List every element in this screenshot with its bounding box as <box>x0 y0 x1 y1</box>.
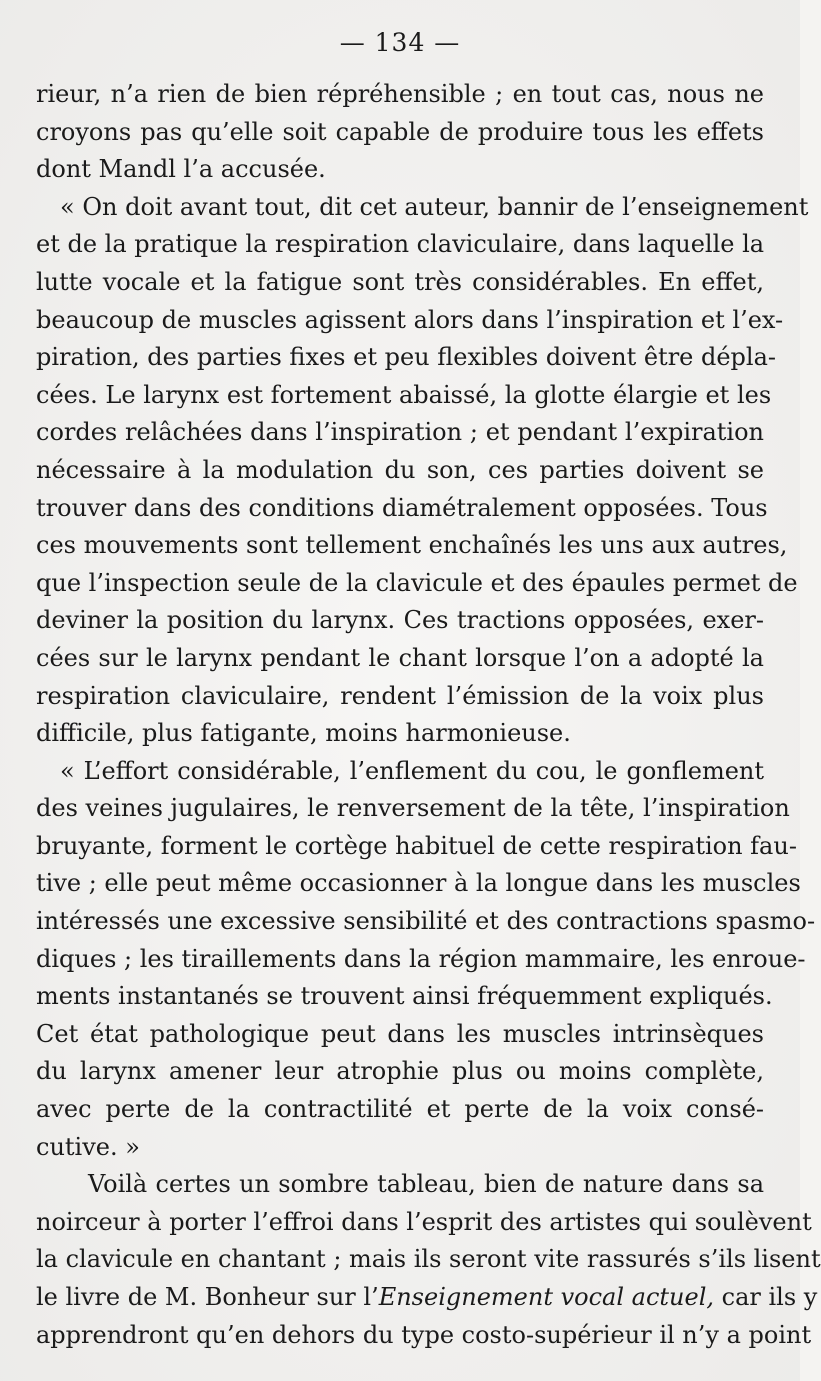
text-line-content: tive ; elle peut même occasionner à la longue dans les muscles <box>36 869 801 898</box>
text-line <box>36 1241 821 1279</box>
text-line <box>36 903 816 941</box>
text-line <box>36 1091 764 1129</box>
text-line-content: deviner la position du larynx. Ces tractions opposées, exer- <box>36 606 764 635</box>
text-line <box>36 490 768 528</box>
text-line <box>36 1279 818 1317</box>
text-line <box>36 1129 764 1167</box>
text-line-content: piration, des parties fixes et peu flexibles doivent être dépla- <box>36 343 777 372</box>
text-line-content: trouver dans des conditions diamétralement opposées. Tous <box>36 493 768 522</box>
text-line-content: apprendront qu’en dehors du type costo-supérieur il n’y a point <box>36 1320 812 1349</box>
text-line-content: lutte vocale et la fatigue sont très considérables. En effet, <box>36 267 764 296</box>
text-line <box>36 753 764 791</box>
text-line-content: cutive. » <box>36 1132 140 1161</box>
text-line-content: cordes relâchées dans l’inspiration ; et pendant l’expiration <box>36 418 764 447</box>
italic-title: Enseignement vocal actuel, <box>378 1283 715 1311</box>
text-line-content: cées. Le larynx est fortement abaissé, la glotte élargie et les <box>36 380 772 409</box>
text-line <box>36 828 797 866</box>
text-line <box>36 640 764 678</box>
text-line <box>36 865 801 903</box>
text-line-tail: car ils y <box>714 1283 818 1311</box>
text-line <box>36 151 764 189</box>
text-line-content: « L’effort considérable, l’enflement du cou, le gonflement <box>60 756 764 785</box>
text-line-content: diques ; les tiraillements dans la région mammaire, les enroue- <box>36 944 806 973</box>
text-line <box>36 264 764 302</box>
text-line-content: rieur, n’a rien de bien répréhensible ; en tout cas, nous ne <box>36 80 764 108</box>
text-line <box>36 602 764 640</box>
text-line <box>36 527 788 565</box>
text-line <box>36 114 764 152</box>
text-line <box>36 189 809 227</box>
text-line <box>36 452 764 490</box>
text-line <box>36 941 806 979</box>
text-line <box>36 715 764 753</box>
text-line-content: la clavicule en chantant ; mais ils seront vite rassurés s’ils lisent <box>36 1245 821 1274</box>
body-text <box>36 76 821 1354</box>
text-line <box>36 1204 812 1242</box>
page-number: — 134 — <box>339 28 461 57</box>
text-line <box>36 790 790 828</box>
text-line <box>36 678 764 716</box>
text-line <box>36 1016 764 1054</box>
text-line <box>36 1317 812 1355</box>
text-line-content: respiration claviculaire, rendent l’émission de la voix plus <box>36 681 764 710</box>
text-line-content: nécessaire à la modulation du son, ces parties doivent se <box>36 455 764 484</box>
text-line-content: ces mouvements sont tellement enchaînés les uns aux autres, <box>36 531 788 560</box>
text-line <box>36 226 764 264</box>
text-line-content: Voilà certes un sombre tableau, bien de nature dans sa <box>88 1170 764 1199</box>
text-line <box>36 76 764 114</box>
text-line <box>36 377 772 415</box>
text-line-content: du larynx amener leur atrophie plus ou moins complète, <box>36 1057 764 1086</box>
text-line-content: dont Mandl l’a accusée. <box>36 155 326 184</box>
text-line-content: croyons pas qu’elle soit capable de produire tous les effets <box>36 117 764 146</box>
text-line-content: « On doit avant tout, dit cet auteur, bannir de l’enseignement <box>60 192 809 221</box>
text-line-content: beaucoup de muscles agissent alors dans l’inspiration et l’ex- <box>36 305 784 334</box>
text-line <box>36 1166 764 1204</box>
text-line-content: avec perte de la contractilité et perte de la voix consé- <box>36 1095 764 1124</box>
text-line-content: que l’inspection seule de la clavicule et des épaules permet de <box>36 568 798 597</box>
text-line-content: des veines jugulaires, le renversement de la tête, l’inspiration <box>36 794 790 823</box>
text-line <box>36 978 773 1016</box>
text-line-content: ments instantanés se trouvent ainsi fréquemment expliqués. <box>36 982 773 1011</box>
text-line-content: Cet état pathologique peut dans les muscles intrinsèques <box>36 1019 764 1048</box>
text-line-content: noirceur à porter l’effroi dans l’esprit des artistes qui soulèvent <box>36 1207 812 1236</box>
text-line-content: et de la pratique la respiration claviculaire, dans laquelle la <box>36 230 765 259</box>
text-line <box>36 302 784 340</box>
text-line-content: bruyante, forment le cortège habituel de cette respiration fau- <box>36 831 797 860</box>
text-line-content: cées sur le larynx pendant le chant lorsque l’on a adopté la <box>36 643 764 672</box>
text-line-content: le livre de M. Bonheur sur l’ <box>36 1283 379 1311</box>
text-line <box>36 339 777 377</box>
text-line <box>36 414 764 452</box>
text-line-content: intéressés une excessive sensibilité et des contractions spasmo- <box>36 907 816 936</box>
text-line <box>36 565 798 603</box>
text-line <box>36 1053 764 1091</box>
text-line-content: difficile, plus fatigante, moins harmonieuse. <box>36 719 571 748</box>
